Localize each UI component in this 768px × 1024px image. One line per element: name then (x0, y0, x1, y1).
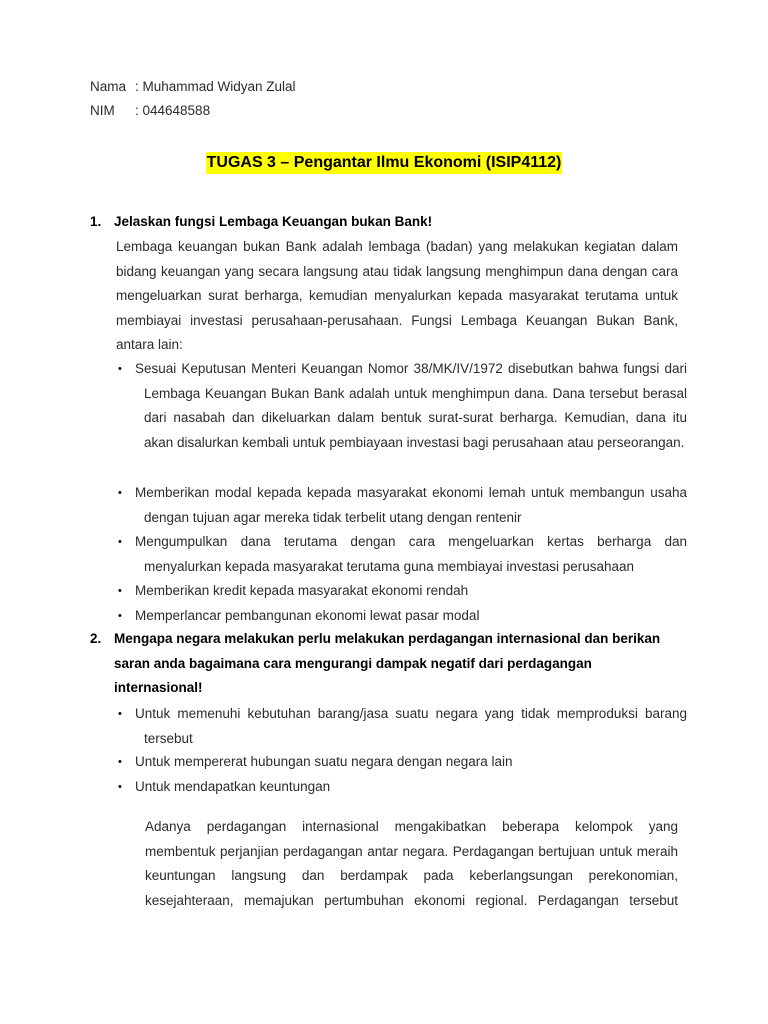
question-1-bullet-2: Memberikan modal kepada kepada masyarakat ekonomi lemah untuk membangun usaha dengan tujuan agar mereka tidak terbelit utang dengan rentenir (135, 485, 687, 525)
title-container (0, 152, 768, 174)
document-title: TUGAS 3 – Pengantar Ilmu Ekonomi (ISIP4112) (206, 152, 563, 174)
bullet-icon: • (118, 585, 122, 597)
question-1-bullet-4: Memberikan kredit kepada masyarakat ekonomi rendah (135, 583, 469, 598)
question-2-paragraph: Adanya perdagangan internasional mengakibatkan beberapa kelompok yang membentuk perjanjian perdagangan antar negara. Perdagangan bertujuan untuk meraih keuntungan langsung dan berdampak pada keberlangsungan perekonomian, kesejahteraan, memajukan pertumbuhan ekonomi regional. Perdagangan tersebut (145, 819, 678, 908)
question-2-text: Mengapa negara melakukan perlu melakukan perdagangan internasional dan berikan saran anda bagaimana cara mengurangi dampak negatif dari perdagangan internasional! (114, 631, 661, 695)
name-label: Nama (90, 79, 127, 94)
bullet-icon: • (118, 756, 122, 768)
question-2-number: 2. (90, 631, 102, 646)
name-value: : Muhammad Widyan Zulal (135, 79, 296, 94)
bullet-icon: • (118, 363, 122, 375)
nim-label: NIM (90, 103, 115, 118)
bullet-icon: • (118, 781, 122, 793)
question-1-text: Jelaskan fungsi Lembaga Keuangan bukan Bank! (114, 214, 433, 229)
question-2-bullet-3: Untuk mendapatkan keuntungan (135, 779, 331, 794)
question-1-bullet-1: Sesuai Keputusan Menteri Keuangan Nomor 38/MK/IV/1972 disebutkan bahwa fungsi dari Lembaga Keuangan Bukan Bank adalah untuk menghimpun dana. Dana tersebut berasal dari nasabah dan dikeluarkan dalam bentuk surat-surat berharga. Kemudian, dana itu akan disalurkan kembali untuk pembiayaan investasi bagi perusahaan atau perseorangan. (135, 361, 687, 450)
bullet-icon: • (118, 536, 122, 548)
bullet-icon: • (118, 708, 122, 720)
question-1-bullet-5: Memperlancar pembangunan ekonomi lewat pasar modal (135, 608, 480, 623)
question-2-bullet-1: Untuk memenuhi kebutuhan barang/jasa suatu negara yang tidak memproduksi barang tersebut (135, 706, 687, 746)
question-1-bullet-3: Mengumpulkan dana terutama dengan cara mengeluarkan kertas berharga dan menyalurkan kepada masyarakat terutama guna membiayai investasi perusahaan (135, 534, 687, 574)
bullet-icon: • (118, 487, 122, 499)
nim-value: : 044648588 (135, 103, 211, 118)
nim-row (90, 101, 210, 121)
question-1-number: 1. (90, 214, 102, 229)
bullet-icon: • (118, 610, 122, 622)
question-2-bullet-2: Untuk mempererat hubungan suatu negara dengan negara lain (135, 754, 513, 769)
name-row (90, 77, 296, 97)
question-1-answer-intro: Lembaga keuangan bukan Bank adalah lembaga (badan) yang melakukan kegiatan dalam bidang keuangan yang secara langsung atau tidak langsung menghimpun dana dengan cara mengeluarkan surat berharga, kemudian menyalurkan kepada masyarakat terutama untuk membiayai investasi perusahaan-perusahaan. Fungsi Lembaga Keuangan Bukan Bank, antara lain: (116, 239, 678, 352)
